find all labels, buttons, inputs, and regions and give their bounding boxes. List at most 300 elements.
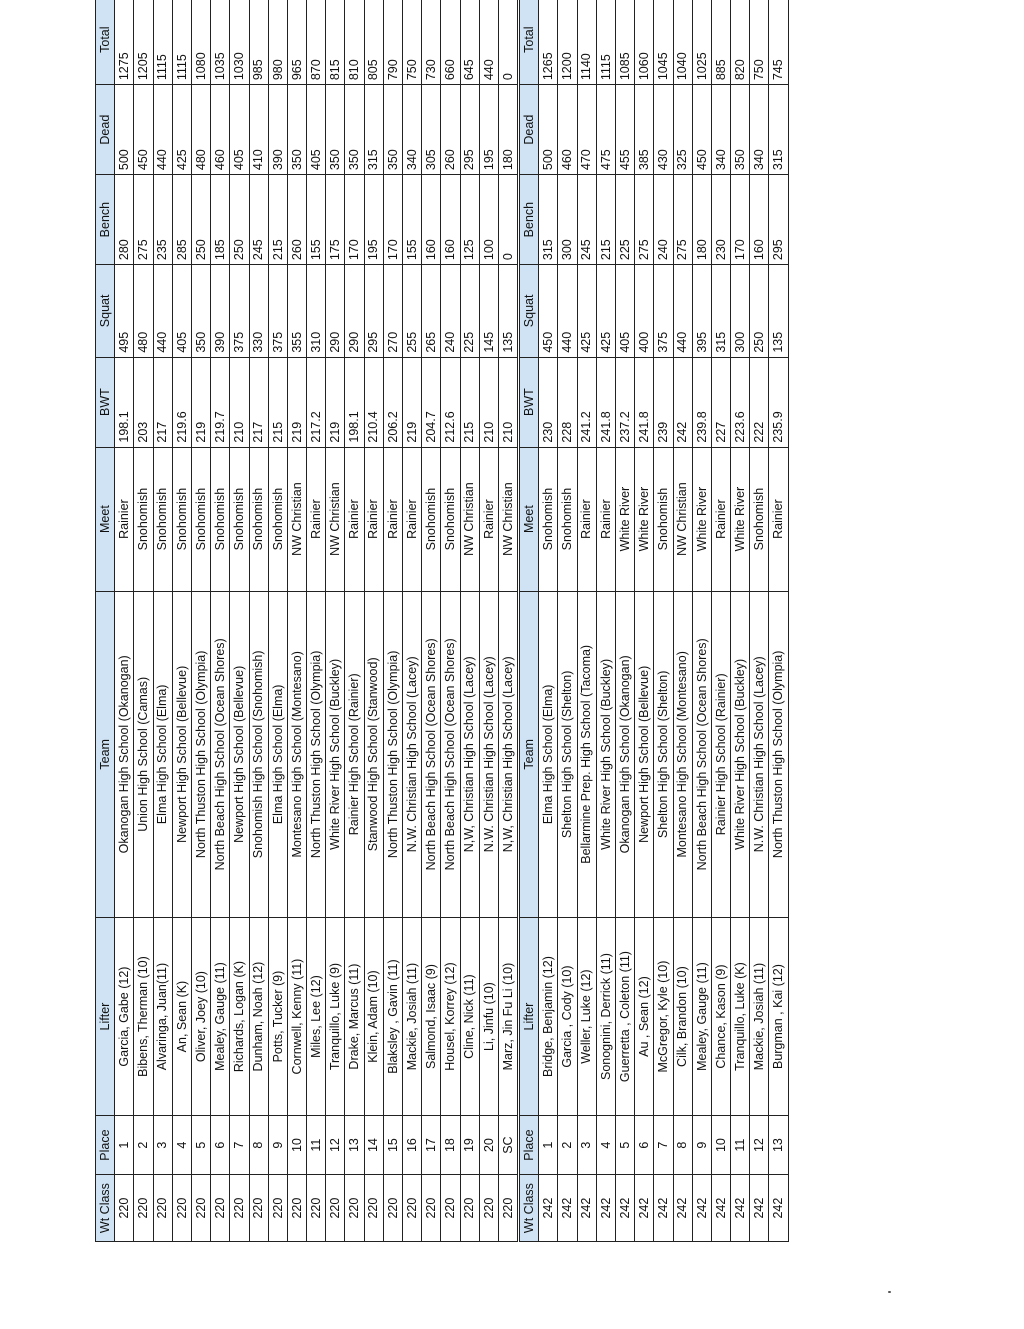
cell-wt-class: 242: [711, 1175, 730, 1242]
cell-wt-class: 242: [750, 1175, 769, 1242]
cell-total: 1205: [134, 0, 153, 85]
cell-meet: Rainier: [577, 447, 596, 591]
cell-squat: 405: [615, 265, 634, 358]
cell-squat: 315: [711, 265, 730, 358]
cell-team: North Beach High School (Ocean Shores): [422, 591, 441, 918]
cell-squat: 240: [441, 265, 460, 358]
cell-total: 1140: [577, 0, 596, 85]
cell-team: Newport High School (Bellevue): [230, 591, 249, 918]
cell-total: 885: [711, 0, 730, 85]
table-row: [134, 0, 153, 1242]
cell-wt-class: 242: [596, 1175, 615, 1242]
cell-squat: 375: [654, 265, 673, 358]
cell-meet: White River: [692, 447, 711, 591]
cell-lifter: Oliver, Joey (10): [191, 918, 210, 1116]
cell-total: 870: [307, 0, 326, 85]
header-meet: Meet: [520, 447, 539, 591]
cell-dead: 410: [249, 85, 268, 175]
cell-place: 1: [115, 1116, 134, 1175]
table-body: [539, 0, 788, 1242]
header-wt-class: Wt Class: [520, 1175, 539, 1242]
cell-lifter: Housel, Korrey (12): [441, 918, 460, 1116]
cell-squat: 135: [498, 265, 517, 358]
cell-place: 4: [172, 1116, 191, 1175]
cell-bwt: 237.2: [615, 357, 634, 447]
header-bench: Bench: [96, 175, 115, 265]
cell-dead: 315: [769, 85, 788, 175]
cell-squat: 450: [539, 265, 558, 358]
cell-wt-class: 220: [191, 1175, 210, 1242]
cell-place: 11: [307, 1116, 326, 1175]
cell-total: 730: [422, 0, 441, 85]
cell-wt-class: 242: [654, 1175, 673, 1242]
cell-team: Shelton High School (Shelton): [654, 591, 673, 918]
cell-bench: 230: [711, 175, 730, 265]
cell-wt-class: 220: [249, 1175, 268, 1242]
cell-lifter: An, Sean (K): [172, 918, 191, 1116]
cell-wt-class: 220: [383, 1175, 402, 1242]
cell-lifter: Drake, Marcus (11): [345, 918, 364, 1116]
cell-bench: 275: [134, 175, 153, 265]
cell-squat: 440: [558, 265, 577, 358]
cell-bwt: 217: [153, 357, 172, 447]
cell-lifter: Tranquillo, Luke (9): [326, 918, 345, 1116]
cell-meet: NW Christian: [498, 447, 517, 591]
cell-team: North Beach High School (Ocean Shores): [441, 591, 460, 918]
cell-dead: 315: [364, 85, 383, 175]
table-row: [441, 0, 460, 1242]
cell-bwt: 241.2: [577, 357, 596, 447]
cell-wt-class: 242: [577, 1175, 596, 1242]
cell-lifter: McGregor, Kyle (10): [654, 918, 673, 1116]
cell-bench: 125: [460, 175, 479, 265]
cell-dead: 350: [383, 85, 402, 175]
cell-meet: Rainier: [711, 447, 730, 591]
cell-bwt: 210: [230, 357, 249, 447]
cell-place: 15: [383, 1116, 402, 1175]
cell-place: 10: [711, 1116, 730, 1175]
cell-lifter: Potts, Tucker (9): [268, 918, 287, 1116]
cell-total: 810: [345, 0, 364, 85]
header-total: Total: [96, 0, 115, 85]
cell-place: 6: [211, 1116, 230, 1175]
cell-bench: 100: [479, 175, 498, 265]
cell-team: North Thuston High School (Olympia): [769, 591, 788, 918]
cell-meet: Snohomish: [441, 447, 460, 591]
cell-place: 13: [345, 1116, 364, 1175]
header-total: Total: [520, 0, 539, 85]
cell-place: 12: [750, 1116, 769, 1175]
cell-team: Okanogan High School (Okanogan): [115, 591, 134, 918]
cell-team: White River High School (Buckley): [326, 591, 345, 918]
cell-squat: 300: [731, 265, 750, 358]
cell-place: 2: [134, 1116, 153, 1175]
cell-total: 965: [287, 0, 306, 85]
table-row: [230, 0, 249, 1242]
header-team: Team: [96, 591, 115, 918]
cell-total: 1030: [230, 0, 249, 85]
cell-dead: 460: [211, 85, 230, 175]
cell-bench: 240: [654, 175, 673, 265]
cell-dead: 440: [153, 85, 172, 175]
cell-place: 1: [539, 1116, 558, 1175]
cell-dead: 350: [345, 85, 364, 175]
cell-squat: 290: [345, 265, 364, 358]
cell-lifter: Burgman , Kai (12): [769, 918, 788, 1116]
cell-bench: 0: [498, 175, 517, 265]
cell-squat: 290: [326, 265, 345, 358]
cell-team: North Beach High School (Ocean Shores): [692, 591, 711, 918]
cell-dead: 385: [635, 85, 654, 175]
cell-wt-class: 220: [441, 1175, 460, 1242]
cell-place: 17: [422, 1116, 441, 1175]
cell-place: 2: [558, 1116, 577, 1175]
cell-meet: Rainier: [364, 447, 383, 591]
cell-bwt: 239.8: [692, 357, 711, 447]
cell-total: 820: [731, 0, 750, 85]
header-dead: Dead: [96, 85, 115, 175]
cell-bench: 195: [364, 175, 383, 265]
cell-dead: 460: [558, 85, 577, 175]
table-row: [498, 0, 517, 1242]
cell-dead: 305: [422, 85, 441, 175]
cell-lifter: Miles, Lee (12): [307, 918, 326, 1116]
cell-meet: Snohomish: [268, 447, 287, 591]
cell-dead: 475: [596, 85, 615, 175]
cell-lifter: Sonognini, Derrick (11): [596, 918, 615, 1116]
cell-meet: White River: [615, 447, 634, 591]
cell-total: 805: [364, 0, 383, 85]
cell-bwt: 219: [326, 357, 345, 447]
cell-place: 19: [460, 1116, 479, 1175]
cell-bench: 170: [731, 175, 750, 265]
header-row: [96, 0, 115, 1242]
cell-place: 9: [692, 1116, 711, 1175]
cell-place: 14: [364, 1116, 383, 1175]
header-place: Place: [96, 1116, 115, 1175]
header-bwt: BWT: [520, 357, 539, 447]
cell-lifter: Mealey, Gauge (11): [692, 918, 711, 1116]
table-row: [673, 0, 692, 1242]
cell-meet: Rainier: [479, 447, 498, 591]
header-row: [520, 0, 539, 1242]
cell-wt-class: 220: [460, 1175, 479, 1242]
cell-dead: 350: [287, 85, 306, 175]
cell-total: 660: [441, 0, 460, 85]
cell-meet: Rainier: [769, 447, 788, 591]
cell-squat: 135: [769, 265, 788, 358]
table-row: [750, 0, 769, 1242]
cell-wt-class: 242: [692, 1175, 711, 1242]
cell-total: 1045: [654, 0, 673, 85]
cell-meet: Rainier: [596, 447, 615, 591]
cell-team: Rainier High School (Rainier): [711, 591, 730, 918]
cell-place: 5: [615, 1116, 634, 1175]
cell-total: 1085: [615, 0, 634, 85]
header-lifter: Lifter: [96, 918, 115, 1116]
cell-team: Newport High School (Bellevue): [635, 591, 654, 918]
cell-meet: NW Christian: [287, 447, 306, 591]
cell-place: 3: [577, 1116, 596, 1175]
cell-total: 440: [479, 0, 498, 85]
cell-total: 1115: [153, 0, 172, 85]
results-table-220: [95, 0, 518, 1242]
cell-team: North Beach High School (Ocean Shores): [211, 591, 230, 918]
cell-bwt: 210: [479, 357, 498, 447]
cell-dead: 350: [731, 85, 750, 175]
cell-meet: Snohomish: [750, 447, 769, 591]
cell-meet: White River: [731, 447, 750, 591]
table-242-wrapper: [519, 0, 789, 1242]
cell-team: Montesano High School (Montesano): [673, 591, 692, 918]
cell-bench: 170: [383, 175, 402, 265]
cell-total: 1040: [673, 0, 692, 85]
cell-bwt: 219: [191, 357, 210, 447]
cell-lifter: Chance, Kason (9): [711, 918, 730, 1116]
cell-wt-class: 220: [364, 1175, 383, 1242]
cell-bwt: 241.8: [635, 357, 654, 447]
cell-bwt: 210: [498, 357, 517, 447]
cell-wt-class: 242: [731, 1175, 750, 1242]
cell-dead: 500: [539, 85, 558, 175]
cell-meet: Snohomish: [230, 447, 249, 591]
cell-bench: 160: [750, 175, 769, 265]
cell-lifter: Weller, Luke (12): [577, 918, 596, 1116]
cell-lifter: Mealey, Gauge (11): [211, 918, 230, 1116]
cell-squat: 225: [460, 265, 479, 358]
cell-lifter: Guerretta , Coleton (11): [615, 918, 634, 1116]
cell-place: 7: [654, 1116, 673, 1175]
cell-bench: 180: [692, 175, 711, 265]
cell-total: 750: [403, 0, 422, 85]
table-row: [635, 0, 654, 1242]
cell-bench: 155: [307, 175, 326, 265]
cell-lifter: Cilk, Brandon (10): [673, 918, 692, 1116]
cell-bwt: 222: [750, 357, 769, 447]
table-row: [403, 0, 422, 1242]
cell-wt-class: 242: [615, 1175, 634, 1242]
cell-team: North Thuston High School (Olympia): [383, 591, 402, 918]
cell-dead: 450: [134, 85, 153, 175]
scan-speck: [888, 1291, 891, 1293]
header-meet: Meet: [96, 447, 115, 591]
cell-squat: 440: [153, 265, 172, 358]
table-row: [711, 0, 730, 1242]
cell-squat: 265: [422, 265, 441, 358]
cell-total: 985: [249, 0, 268, 85]
cell-wt-class: 242: [635, 1175, 654, 1242]
cell-place: 18: [441, 1116, 460, 1175]
cell-bench: 300: [558, 175, 577, 265]
cell-lifter: Richards, Logan (K): [230, 918, 249, 1116]
cell-dead: 350: [326, 85, 345, 175]
table-row: [268, 0, 287, 1242]
cell-bench: 215: [596, 175, 615, 265]
cell-meet: NW Christian: [673, 447, 692, 591]
cell-bench: 315: [539, 175, 558, 265]
table-row: [422, 0, 441, 1242]
cell-bench: 250: [191, 175, 210, 265]
header-dead: Dead: [520, 85, 539, 175]
cell-total: 1275: [115, 0, 134, 85]
cell-bench: 170: [345, 175, 364, 265]
cell-meet: NW Christian: [326, 447, 345, 591]
cell-meet: Rainier: [345, 447, 364, 591]
cell-lifter: Dunham, Noah (12): [249, 918, 268, 1116]
cell-bench: 285: [172, 175, 191, 265]
cell-lifter: Cornwell, Kenny (11): [287, 918, 306, 1116]
cell-squat: 145: [479, 265, 498, 358]
cell-place: 20: [479, 1116, 498, 1175]
cell-team: Montesano High School (Montesano): [287, 591, 306, 918]
table-row: [307, 0, 326, 1242]
cell-dead: 405: [307, 85, 326, 175]
cell-place: 6: [635, 1116, 654, 1175]
cell-bench: 225: [615, 175, 634, 265]
cell-team: Rainier High School (Rainier): [345, 591, 364, 918]
cell-dead: 480: [191, 85, 210, 175]
cell-total: 745: [769, 0, 788, 85]
cell-bwt: 239: [654, 357, 673, 447]
cell-team: Elma High School (Elma): [153, 591, 172, 918]
header-squat: Squat: [520, 265, 539, 358]
cell-squat: 255: [403, 265, 422, 358]
cell-squat: 270: [383, 265, 402, 358]
cell-lifter: Alvaringa, Juan(11): [153, 918, 172, 1116]
cell-squat: 375: [268, 265, 287, 358]
table-row: [326, 0, 345, 1242]
cell-meet: Snohomish: [539, 447, 558, 591]
cell-lifter: Marz, Jin Fu Li (10): [498, 918, 517, 1116]
table-body: [115, 0, 518, 1242]
table-row: [345, 0, 364, 1242]
cell-dead: 340: [711, 85, 730, 175]
cell-meet: Rainier: [115, 447, 134, 591]
cell-squat: 425: [596, 265, 615, 358]
header-place: Place: [520, 1116, 539, 1175]
cell-wt-class: 220: [172, 1175, 191, 1242]
results-table-242: [519, 0, 789, 1242]
cell-dead: 180: [498, 85, 517, 175]
table-row: [383, 0, 402, 1242]
cell-bwt: 203: [134, 357, 153, 447]
cell-squat: 495: [115, 265, 134, 358]
cell-dead: 340: [750, 85, 769, 175]
cell-dead: 195: [479, 85, 498, 175]
cell-dead: 450: [692, 85, 711, 175]
header-team: Team: [520, 591, 539, 918]
cell-wt-class: 242: [558, 1175, 577, 1242]
table-row: [211, 0, 230, 1242]
cell-bench: 245: [577, 175, 596, 265]
cell-dead: 390: [268, 85, 287, 175]
cell-lifter: Tranquillo, Luke (K): [731, 918, 750, 1116]
cell-total: 1025: [692, 0, 711, 85]
cell-meet: Snohomish: [654, 447, 673, 591]
cell-bwt: 198.1: [115, 357, 134, 447]
table-row: [460, 0, 479, 1242]
cell-bench: 160: [422, 175, 441, 265]
cell-wt-class: 220: [326, 1175, 345, 1242]
table-row: [479, 0, 498, 1242]
cell-squat: 400: [635, 265, 654, 358]
cell-lifter: Salmond, Isaac (9): [422, 918, 441, 1116]
table-row: [539, 0, 558, 1242]
cell-bwt: 242: [673, 357, 692, 447]
cell-bwt: 206.2: [383, 357, 402, 447]
table-row: [249, 0, 268, 1242]
table-row: [115, 0, 134, 1242]
cell-lifter: Klein, Adam (10): [364, 918, 383, 1116]
cell-bwt: 210.4: [364, 357, 383, 447]
table-row: [364, 0, 383, 1242]
cell-place: 7: [230, 1116, 249, 1175]
cell-meet: White River: [635, 447, 654, 591]
header-bwt: BWT: [96, 357, 115, 447]
cell-bwt: 198.1: [345, 357, 364, 447]
cell-dead: 470: [577, 85, 596, 175]
cell-place: 4: [596, 1116, 615, 1175]
cell-team: Stanwood High School (Stanwood): [364, 591, 383, 918]
cell-total: 0: [498, 0, 517, 85]
table-row: [577, 0, 596, 1242]
cell-lifter: Au , Sean (12): [635, 918, 654, 1116]
cell-bench: 260: [287, 175, 306, 265]
cell-place: 8: [673, 1116, 692, 1175]
cell-wt-class: 220: [287, 1175, 306, 1242]
cell-squat: 310: [307, 265, 326, 358]
cell-dead: 455: [615, 85, 634, 175]
table-row: [172, 0, 191, 1242]
cell-wt-class: 220: [422, 1175, 441, 1242]
cell-total: 1200: [558, 0, 577, 85]
cell-squat: 350: [191, 265, 210, 358]
cell-dead: 430: [654, 85, 673, 175]
cell-total: 750: [750, 0, 769, 85]
cell-total: 790: [383, 0, 402, 85]
cell-place: 9: [268, 1116, 287, 1175]
cell-meet: Snohomish: [134, 447, 153, 591]
cell-bench: 155: [403, 175, 422, 265]
cell-lifter: Bibens, Therman (10): [134, 918, 153, 1116]
cell-squat: 395: [692, 265, 711, 358]
cell-bwt: 230: [539, 357, 558, 447]
cell-bwt: 235.9: [769, 357, 788, 447]
cell-bench: 175: [326, 175, 345, 265]
cell-place: 12: [326, 1116, 345, 1175]
cell-total: 1265: [539, 0, 558, 85]
cell-total: 1060: [635, 0, 654, 85]
cell-meet: NW Christian: [460, 447, 479, 591]
cell-wt-class: 220: [268, 1175, 287, 1242]
table-row: [769, 0, 788, 1242]
cell-wt-class: 242: [769, 1175, 788, 1242]
cell-team: White River High School (Buckley): [596, 591, 615, 918]
cell-lifter: Garcia , Cody (10): [558, 918, 577, 1116]
cell-squat: 250: [750, 265, 769, 358]
cell-team: Newport High School (Bellevue): [172, 591, 191, 918]
cell-place: 8: [249, 1116, 268, 1175]
table-row: [654, 0, 673, 1242]
cell-squat: 330: [249, 265, 268, 358]
cell-wt-class: 220: [211, 1175, 230, 1242]
cell-meet: Rainier: [403, 447, 422, 591]
cell-bwt: 228: [558, 357, 577, 447]
cell-bench: 295: [769, 175, 788, 265]
cell-team: Snohomish High School (Snohomish): [249, 591, 268, 918]
cell-lifter: Mackie, Josiah (11): [403, 918, 422, 1116]
cell-bwt: 223.6: [731, 357, 750, 447]
